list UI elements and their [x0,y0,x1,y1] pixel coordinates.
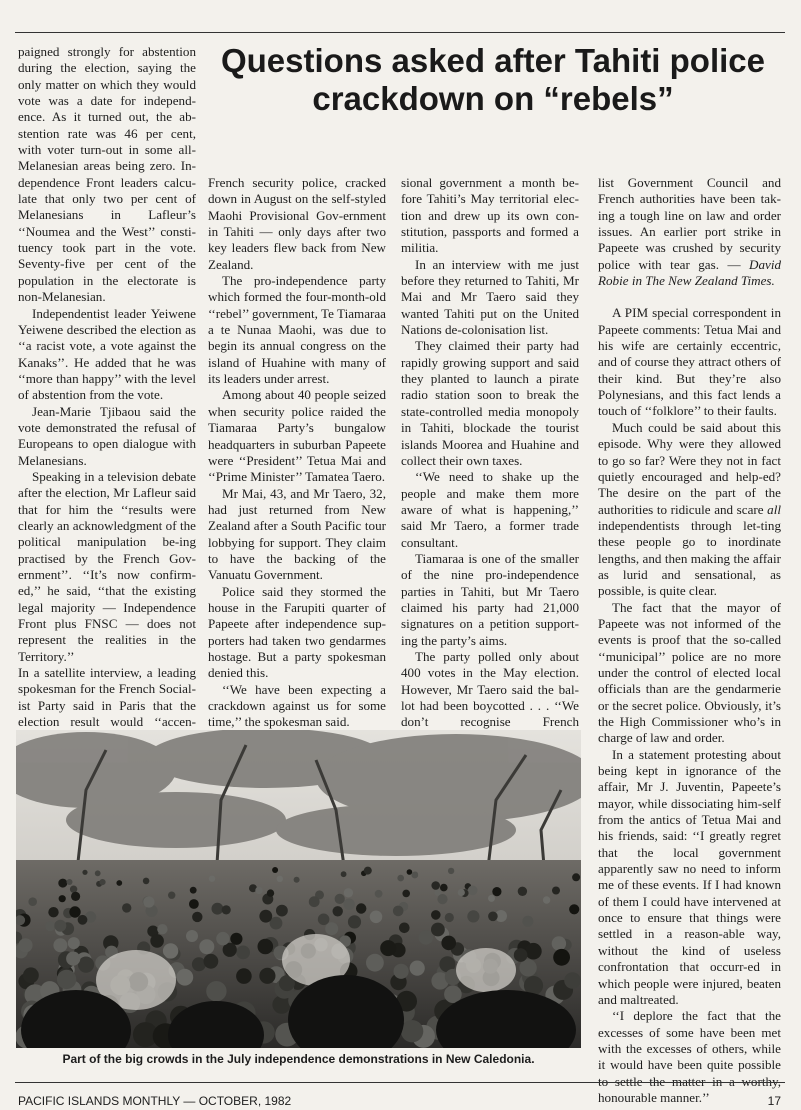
crowd-head-shape [82,870,87,875]
crowd-head-shape [99,879,105,885]
crowd-head-shape [143,896,154,907]
crowd-head-shape [157,924,167,934]
crowd-head-shape [186,930,198,942]
crowd-head-shape [553,949,570,966]
col2-paragraph: Mr Mai, 43, and Mr Taero, 32, had just returned from New Zealand after a South Pacific tour lobbying for support. They claim to have the backing of the Vanuatu Government. [208,485,386,583]
crowd-head-shape [410,961,425,976]
crowd-head-shape [411,872,418,879]
col3-paragraph: ‘‘We need to shake up the people and make them more aware of what is happening,’’ said Mr Taero, a former trade consultant. [401,469,579,550]
col2-paragraph: Among about 40 people seized when security police raided the Tiamaraa Party’s bungalow headquarters in suburban Papeete were ‘‘President’’ Tetua Mai and ‘‘Prime Minister’’ Tamatea Taero. [208,387,386,485]
byline: David Robie in The New Zealand Times. [598,256,782,289]
crowd-head-shape [168,892,175,899]
col4-text: Much could be said about this episode. Why were they allowed to go so far? Were they not in fact quietly encouraged and help-ed? The desire on the part of the authorities to ridicule and scare [598,419,781,517]
crowd-head-shape [543,896,550,903]
crowd-head-shape [380,940,396,956]
crowd-head-shape [401,1020,423,1042]
crowd-head-shape [277,876,283,882]
crowd-head-shape [552,936,566,950]
crowd-head-shape [199,939,214,954]
crowd-head-shape [209,876,215,882]
crowd-head-shape [437,894,447,904]
crowd-head-shape [467,910,479,922]
crowd-head-shape [206,981,226,1001]
col3-paragraph: In an interview with me just before they returned to Tahiti, Mr Mai and Mr Taero said they wanted Tahiti put on the United Nations de-colonisation list. [401,256,579,338]
crowd-head-shape [419,930,434,945]
crowd-head-shape [78,957,94,973]
crowd-head-shape [78,915,88,925]
crowd-head-shape [276,905,288,917]
crowd-head-shape [176,969,193,986]
crowd-head-shape [343,899,354,910]
crowd-head-shape [54,920,66,932]
top-rule [15,32,785,33]
crowd-photo [16,730,581,1048]
crowd-head-shape [190,887,197,894]
crowd-head-shape [370,911,383,924]
crowd-head-shape [258,939,274,955]
crowd-head-shape [344,888,353,897]
emphasis-all: all [767,501,781,517]
headline: Questions asked after Tahiti police crackdown on “rebels” [220,42,766,117]
crowd-head-shape [192,912,202,922]
crowd-head-shape [397,875,404,882]
col4-paragraph: In a statement protesting about being kept in ignorance of the affair, Mr J. Juventin, Papeete’s mayor, while dissociating him-self from the antics of Tetua Mai and his friends, said: ‘‘I greatly regret that the local government apparently saw no need to inform me of these events. If I had known of them I could have intervened at once to ensure that things were settled in a reason-able way, without the kind of useless confrontation that occurr-ed in which people were injured, beaten and maltreated. [598,746,781,1007]
crowd-head-shape [569,904,579,914]
crowd-head-shape [318,914,330,926]
crowd-head-shape [552,887,560,895]
crowd-head-shape [259,910,272,923]
crowd-head-shape [492,887,501,896]
crowd-head-shape [564,972,581,989]
crowd-head-shape [468,886,478,896]
crowd-head-shape [53,938,67,952]
photo-caption: Part of the big crowds in the July independence demonstrations in New Caledonia. [62,1052,535,1066]
crowd-head-shape [335,894,345,904]
crowd-head-shape [150,934,164,948]
crowd-head-shape [375,890,383,898]
crowd-head-shape [216,932,229,945]
col1-paragraph: Independentist leader Yeiwene Yeiwene described the election as ‘‘a racist vote, a vote against the Kanaks’’. He added that he was ‘‘more than happy’’ with the level of abstention from the vote. [18,305,196,403]
crowd-head-shape [57,970,76,989]
column-2 [208,175,386,747]
crowd-head-shape [45,921,55,931]
crowd-head-shape [366,954,384,972]
crowd-head-shape [189,899,199,909]
crowd-head-shape [431,881,440,890]
col4-paragraph: ‘‘I deplore the fact that the excesses of some have been met with the excesses of others, while it would have been quite possible to settle the matter in a worthy, honourable manner.’’ [598,1008,781,1105]
crowd-head-shape [71,892,80,901]
crowd-head-shape [255,887,262,894]
crowd-head-shape [488,895,495,902]
crowd-head-shape [325,922,338,935]
crowd-head-shape [399,923,410,934]
crowd-head-shape [356,903,366,913]
col2-paragraph: ‘‘We have been expecting a crackdown against us for some time,’’ the spokesman said. [208,681,386,730]
crowd-head-shape [272,867,278,873]
page-number: 17 [767,1094,781,1108]
col2-paragraph: The pro-independence party which formed the four-month-old ‘‘rebel’’ government, Te Tiamaraa a te Nunaa Maohi, was due to begin its annual congress on the island of Huahine with many of its leaders under arrest. [208,273,386,387]
col2-paragraph: Police said they stormed the house in the Farupiti quarter of Papeete after independence sup-porters had taken two gendarmes hostage. But a party spokesman denied this. [208,583,386,681]
col3-paragraph: The party polled only about 400 votes in the May election. However, Mr Taero said the bal-lot had been boycotted . . . ‘‘We don’t recognise French [401,648,579,730]
col1-paragraph: paigned strongly for abstention during the election, saying the only matter on which they would vote was a date for independ-ence. As it turned out, the ab-stention rate was 46 per cent, with voter turn-out in some all-Melanesian areas being zero. In-dependence Front leaders calcu-late that only two per cent of Melanesians in Lafleur’s ‘‘Noumea and the West’’ consti-tuency took part in the vote. Seventy-five per cent of the population in the electorate is non-Melanesian. [18,44,196,305]
crowd-head-shape [445,913,454,922]
crowd-head-shape [458,889,465,896]
crowd-head-shape [66,952,80,966]
crowd-head-shape [122,903,131,912]
crowd-head-shape [212,903,224,915]
crowd-head-shape [68,937,80,949]
crowd-head-shape [58,879,67,888]
col4-intro-text: list Government Council and French authorities have been tak-ing a tough line on law and order issues. An earlier port strike in Papeete was crushed by security police with tear gas. — [598,175,781,272]
crowd-head-shape [440,884,448,892]
crowd-head-shape [514,948,528,962]
column-3 [401,175,579,763]
crowd-head-shape [294,877,300,883]
crowd-head-shape [431,910,441,920]
column-1 [18,44,196,779]
col2-paragraph: French security police, cracked down in August on the self-styled Maohi Provisional Gov-ernment in Tahiti — only days after two key leaders flew back from New Zealand. [208,175,386,272]
column-4 [598,175,781,1106]
col4-paragraph: The fact that the mayor of Papeete was not informed of the events is proof that the so-called ‘‘municipal’’ police are no more under the control of elected local officials than are the gendarmerie or the secret police. Obviously, it’s the High Commissioner who’s in charge of law and order. [598,599,781,746]
crowd-head-shape [267,889,274,896]
col4-text: independentists through let-ting these people go to inordinate lengths, and then making the affair as lurid and sensational, as possible, is quite clear. [598,517,781,599]
col4-paragraph [598,420,781,600]
crowd-head-shape [230,933,242,945]
col1-paragraph: Speaking in a television debate after the election, Mr Lafleur said that for him the ‘‘results were clearly an acknowledgment of the political manipulation be-ing practised by the French Gov-ernment’’. ‘‘It’s now confirm-ed,’’ he said, ‘‘that the existing legal majority — Independence Front plus FNSC — does not represent the realities in the Territory.’’ [18,468,196,664]
crowd-head-shape [309,896,320,907]
crowd-head-shape [143,878,150,885]
col3-paragraph: sional government a month be-fore Tahiti’s May territorial elec-tion and drew up its own con-stitution, passports and formed a militia. [401,175,579,256]
crowd-photo-illustration [16,730,581,1048]
col1-paragraph: Jean-Marie Tjibaou said the vote demonstrated the refusal of Europeans to open dialogue with Melanesians. [18,403,196,468]
crowd-head-shape [393,906,404,917]
crowd-head-shape [333,906,343,916]
crowd-head-shape [95,870,101,876]
crowd-head-shape [364,867,372,875]
col1-paragraph: In a satellite interview, a leading spokesman for the French Social-ist Party said in Paris that the election result would ‘‘accen- [18,665,196,730]
crowd-head-shape [236,968,252,984]
crowd-head-shape [48,907,58,917]
col3-paragraph: They claimed their party had rapidly growing support and said they planted to launch a pirate radio station soon to break the state-controlled media monopoly in Tahiti, blockade the tourist islands Moorea and Huahine and collect their own taxes. [401,338,579,468]
crowd-head-shape [204,954,219,969]
crowd-head-shape [572,873,580,881]
crowd-head-shape [236,946,250,960]
crowd-head-shape [18,938,32,952]
crowd-head-shape [59,895,66,902]
footer-publication: PACIFIC ISLANDS MONTHLY — OCTOBER, 1982 [18,1094,292,1108]
crowd-head-shape [441,936,456,951]
crowd-head-shape [67,879,73,885]
crowd-head-shape [525,943,542,960]
crowd-head-shape [394,964,409,979]
crowd-head-shape [23,967,39,983]
crowd-head-shape [70,886,77,893]
col3-paragraph: Tiamaraa is one of the smaller of the nine pro-independence parties in Tahiti, but Mr Taero claimed his party had 21,000 signatures on a petition support-ing the party’s aims. [401,550,579,648]
crowd-head-shape [28,897,37,906]
crowd-head-shape [69,906,80,917]
crowd-head-shape [488,912,498,922]
crowd-head-shape [431,923,445,937]
bottom-rule [15,1082,785,1083]
crowd-head-shape [402,890,410,898]
col4-paragraph [598,175,781,289]
crowd-head-shape [518,887,527,896]
crowd-head-shape [222,905,231,914]
crowd-head-shape [348,915,361,928]
col4-paragraph: A PIM special correspondent in Papeete comments: Tetua Mai and his wife are certainly eccentric, and of course they attract others of their kind. But they’re also Polynesians, and this fact lends a touch of ‘‘folklore’’ to their faults. [598,305,781,419]
crowd-head-shape [407,869,413,875]
crowd-head-shape [259,968,275,984]
crowd-head-shape [522,916,533,927]
crowd-head-shape [116,880,122,886]
crowd-head-shape [341,871,347,877]
crowd-head-shape [448,868,454,874]
